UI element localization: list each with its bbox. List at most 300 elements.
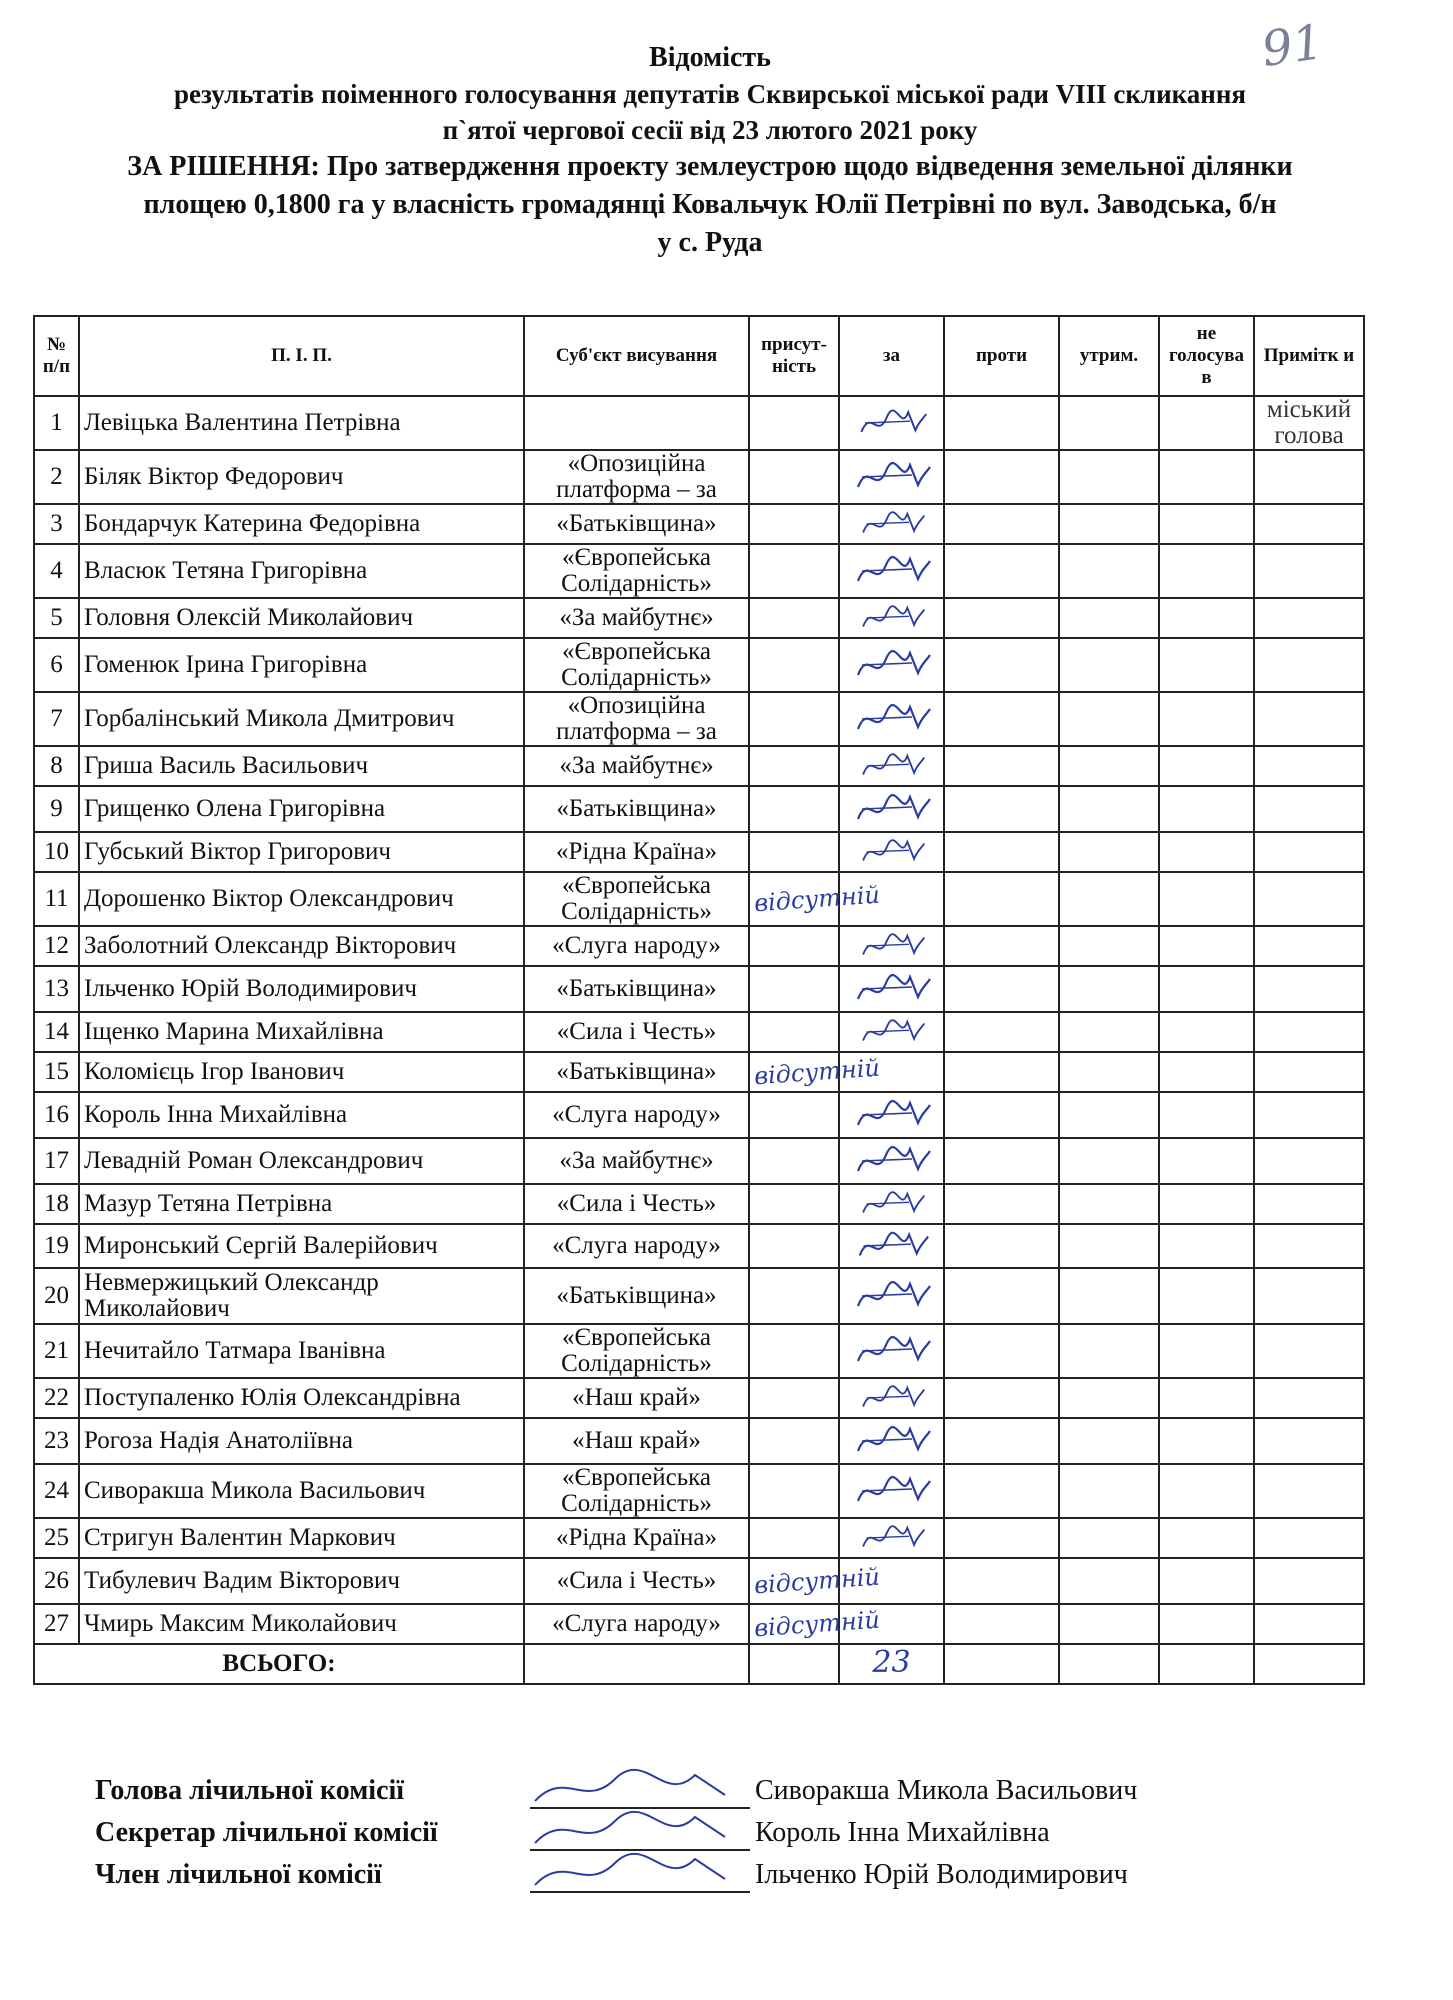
- vote-against-cell: [944, 1464, 1059, 1518]
- nominating-party: «Європейська Солідарність»: [524, 544, 749, 598]
- not-voted-cell: [1159, 598, 1254, 638]
- deputy-name: Мазур Тетяна Петрівна: [79, 1184, 524, 1224]
- vote-against-cell: [944, 396, 1059, 450]
- total-for: [839, 1644, 944, 1684]
- vote-against-cell: [944, 1418, 1059, 1464]
- deputy-name: Миронський Сергій Валерійович: [79, 1224, 524, 1268]
- deputy-name: Грищенко Олена Григорівна: [79, 786, 524, 832]
- deputy-name: Левіцька Валентина Петрівна: [79, 396, 524, 450]
- commission-role: Член лічильної комісії: [95, 1859, 382, 1890]
- deputy-name: Заболотний Олександр Вікторович: [79, 926, 524, 966]
- vote-for-cell: [839, 746, 944, 786]
- note-cell: [1254, 1464, 1364, 1518]
- row-number: 13: [34, 966, 79, 1012]
- note-cell: [1254, 1518, 1364, 1558]
- row-number: 14: [34, 1012, 79, 1052]
- presence-cell: [749, 544, 839, 598]
- nominating-party: «Слуга народу»: [524, 1092, 749, 1138]
- header-note: Примітк и: [1254, 316, 1364, 396]
- nominating-party: «Слуга народу»: [524, 1224, 749, 1268]
- note-cell: [1254, 832, 1364, 872]
- not-voted-cell: [1159, 692, 1254, 746]
- signature-mark: [852, 929, 932, 963]
- note-cell: міський голова: [1254, 396, 1364, 450]
- deputy-name: Коломієць Ігор Іванович: [79, 1052, 524, 1092]
- voting-table: [33, 315, 1365, 1685]
- presence-cell: [749, 1324, 839, 1378]
- nominating-party: «Слуга народу»: [524, 926, 749, 966]
- vote-against-cell: [944, 746, 1059, 786]
- row-number: 22: [34, 1378, 79, 1418]
- table-row: [34, 1558, 1364, 1604]
- table-row: [34, 926, 1364, 966]
- presence-cell: [749, 396, 839, 450]
- header-num: № п/п: [34, 316, 79, 396]
- signature-mark: [852, 549, 932, 593]
- commission-person: Король Інна Михайлівна: [755, 1817, 1050, 1848]
- vote-against-cell: [944, 832, 1059, 872]
- vote-for-cell: [839, 786, 944, 832]
- row-number: 12: [34, 926, 79, 966]
- row-number: 26: [34, 1558, 79, 1604]
- row-number: 18: [34, 1184, 79, 1224]
- not-voted-cell: [1159, 926, 1254, 966]
- presence-cell: [749, 872, 881, 926]
- total-abstain: [1059, 1644, 1159, 1684]
- deputy-name: Король Інна Михайлівна: [79, 1092, 524, 1138]
- vote-against-cell: [944, 1092, 1059, 1138]
- vote-for-cell: [839, 1324, 944, 1378]
- vote-against-cell: [944, 1558, 1059, 1604]
- signature-mark: [852, 1095, 932, 1135]
- document-header: [30, 40, 1390, 262]
- note-cell: [1254, 1558, 1364, 1604]
- note-cell: [1254, 1092, 1364, 1138]
- not-voted-cell: [1159, 1268, 1254, 1324]
- row-number: 11: [34, 872, 79, 926]
- not-voted-cell: [1159, 1518, 1254, 1558]
- note-cell: [1254, 638, 1364, 692]
- row-number: 2: [34, 450, 79, 504]
- absent-mark: відсутній: [753, 1053, 881, 1090]
- header-against: проти: [944, 316, 1059, 396]
- table-row: [34, 1268, 1364, 1324]
- deputy-name: Дорошенко Віктор Олександрович: [79, 872, 524, 926]
- presence-cell: [749, 1184, 839, 1224]
- header-party: Суб'єкт висування: [524, 316, 749, 396]
- note-cell: [1254, 746, 1364, 786]
- total-against: [944, 1644, 1059, 1684]
- row-number: 19: [34, 1224, 79, 1268]
- vote-against-cell: [944, 1184, 1059, 1224]
- vote-against-cell: [944, 1268, 1059, 1324]
- note-cell: [1254, 1378, 1364, 1418]
- vote-for-cell: [839, 1052, 944, 1092]
- not-voted-cell: [1159, 1052, 1254, 1092]
- deputy-name: Невмержицький Олександр Миколайович: [79, 1268, 524, 1324]
- note-cell: [1254, 872, 1364, 926]
- row-number: 3: [34, 504, 79, 544]
- presence-cell: [749, 786, 839, 832]
- deputy-name: Гриша Василь Васильович: [79, 746, 524, 786]
- header-line-2: п`ятої чергової сесії від 23 лютого 2021 року: [442, 115, 978, 145]
- row-number: 15: [34, 1052, 79, 1092]
- not-voted-cell: [1159, 746, 1254, 786]
- header-not-voted: не голосува в: [1159, 316, 1254, 396]
- signature-mark: [852, 601, 932, 635]
- presence-cell: [749, 1518, 839, 1558]
- absent-mark: відсутній: [753, 1562, 881, 1599]
- presence-cell: [749, 926, 839, 966]
- row-number: 23: [34, 1418, 79, 1464]
- signature-mark: [852, 643, 932, 687]
- deputy-name: Бондарчук Катерина Федорівна: [79, 504, 524, 544]
- vote-abstain-cell: [1059, 1378, 1159, 1418]
- nominating-party: «Опозиційна платформа – за: [524, 692, 749, 746]
- note-cell: [1254, 1324, 1364, 1378]
- not-voted-cell: [1159, 504, 1254, 544]
- not-voted-cell: [1159, 1604, 1254, 1644]
- table-row: [34, 1378, 1364, 1418]
- note-cell: [1254, 926, 1364, 966]
- table-header-row: [34, 316, 1364, 396]
- presence-cell: [749, 1268, 839, 1324]
- vote-abstain-cell: [1059, 692, 1159, 746]
- row-number: 7: [34, 692, 79, 746]
- vote-abstain-cell: [1059, 504, 1159, 544]
- table-row: [34, 746, 1364, 786]
- signature-mark: [852, 969, 932, 1009]
- deputy-name: Біляк Віктор Федорович: [79, 450, 524, 504]
- note-cell: [1254, 544, 1364, 598]
- table-row: [34, 832, 1364, 872]
- nominating-party: «Батьківщина»: [524, 786, 749, 832]
- deputy-name: Ільченко Юрій Володимирович: [79, 966, 524, 1012]
- nominating-party: [524, 396, 749, 450]
- table-row: [34, 638, 1364, 692]
- absent-mark: відсутній: [753, 1605, 881, 1642]
- deputy-name: Тибулевич Вадим Вікторович: [79, 1558, 524, 1604]
- total-label: ВСЬОГО:: [34, 1644, 524, 1684]
- note-cell: [1254, 1268, 1364, 1324]
- vote-for-cell: [839, 872, 944, 926]
- table-row: [34, 450, 1364, 504]
- vote-abstain-cell: [1059, 872, 1159, 926]
- vote-abstain-cell: [1059, 1518, 1159, 1558]
- nominating-party: «Опозиційна платформа – за: [524, 450, 749, 504]
- decision-line-2: площею 0,1800 га у власність громадянці Ковальчук Юлії Петрівні по вул. Заводська, б/н: [143, 189, 1277, 220]
- deputy-name: Нечитайло Татмара Іванівна: [79, 1324, 524, 1378]
- total-not-voted: [1159, 1644, 1254, 1684]
- not-voted-cell: [1159, 872, 1254, 926]
- nominating-party: «Наш край»: [524, 1378, 749, 1418]
- vote-for-cell: [839, 396, 944, 450]
- not-voted-cell: [1159, 832, 1254, 872]
- vote-abstain-cell: [1059, 1604, 1159, 1644]
- vote-abstain-cell: [1059, 746, 1159, 786]
- not-voted-cell: [1159, 1184, 1254, 1224]
- table-row: [34, 872, 1364, 926]
- table-row: [34, 1184, 1364, 1224]
- nominating-party: «Наш край»: [524, 1418, 749, 1464]
- table-row: [34, 1324, 1364, 1378]
- table-row: [34, 1604, 1364, 1644]
- nominating-party: «За майбутнє»: [524, 1138, 749, 1184]
- vote-for-cell: [839, 966, 944, 1012]
- vote-against-cell: [944, 1378, 1059, 1418]
- table-row: [34, 1224, 1364, 1268]
- vote-abstain-cell: [1059, 832, 1159, 872]
- header-for: за: [839, 316, 944, 396]
- signature-mark: [852, 1421, 932, 1461]
- absent-mark: відсутній: [753, 880, 881, 917]
- note-cell: [1254, 1418, 1364, 1464]
- note-cell: [1254, 598, 1364, 638]
- nominating-party: «Рідна Країна»: [524, 1518, 749, 1558]
- note-cell: [1254, 786, 1364, 832]
- vote-for-cell: [839, 450, 944, 504]
- note-cell: [1254, 1138, 1364, 1184]
- deputy-name: Сиворакша Микола Васильович: [79, 1464, 524, 1518]
- vote-abstain-cell: [1059, 1324, 1159, 1378]
- not-voted-cell: [1159, 786, 1254, 832]
- commission-person: Ільченко Юрій Володимирович: [755, 1859, 1128, 1890]
- not-voted-cell: [1159, 1224, 1254, 1268]
- commission-person: Сиворакша Микола Васильович: [755, 1775, 1138, 1806]
- vote-for-cell: [839, 1012, 944, 1052]
- vote-against-cell: [944, 1518, 1059, 1558]
- total-row: [34, 1644, 1364, 1684]
- header-line-1: результатів поіменного голосування депутатів Сквирської міської ради VIII скликання: [173, 79, 1247, 109]
- table-row: [34, 1138, 1364, 1184]
- deputy-name: Рогоза Надія Анатоліївна: [79, 1418, 524, 1464]
- presence-cell: [749, 1604, 881, 1644]
- vote-abstain-cell: [1059, 598, 1159, 638]
- vote-against-cell: [944, 638, 1059, 692]
- deputy-name: Головня Олексій Миколайович: [79, 598, 524, 638]
- vote-abstain-cell: [1059, 1052, 1159, 1092]
- row-number: 8: [34, 746, 79, 786]
- signature-line: [530, 1891, 750, 1893]
- deputy-name: Іщенко Марина Михайлівна: [79, 1012, 524, 1052]
- vote-abstain-cell: [1059, 396, 1159, 450]
- note-cell: [1254, 450, 1364, 504]
- row-number: 4: [34, 544, 79, 598]
- signature-mark: [852, 1015, 932, 1049]
- vote-abstain-cell: [1059, 786, 1159, 832]
- vote-against-cell: [944, 598, 1059, 638]
- row-number: 20: [34, 1268, 79, 1324]
- not-voted-cell: [1159, 1324, 1254, 1378]
- vote-abstain-cell: [1059, 1184, 1159, 1224]
- nominating-party: «Сила і Честь»: [524, 1184, 749, 1224]
- nominating-party: «Сила і Честь»: [524, 1558, 749, 1604]
- vote-for-cell: [839, 1184, 944, 1224]
- vote-for-cell: [839, 1268, 944, 1324]
- deputy-name: Стригун Валентин Маркович: [79, 1518, 524, 1558]
- presence-cell: [749, 746, 839, 786]
- vote-against-cell: [944, 926, 1059, 966]
- vote-for-cell: [839, 1604, 944, 1644]
- table-row: [34, 598, 1364, 638]
- vote-for-cell: [839, 598, 944, 638]
- decision-line-3: у с. Руда: [657, 227, 763, 258]
- presence-cell: [749, 832, 839, 872]
- signature-mark: [852, 699, 932, 739]
- presence-cell: [749, 1224, 839, 1268]
- page-number: 91: [1258, 14, 1327, 78]
- signature-mark: [852, 1187, 932, 1221]
- table-row: [34, 692, 1364, 746]
- note-cell: [1254, 1184, 1364, 1224]
- signature-mark: [852, 1381, 932, 1415]
- nominating-party: «Сила і Честь»: [524, 1012, 749, 1052]
- vote-abstain-cell: [1059, 926, 1159, 966]
- vote-abstain-cell: [1059, 1224, 1159, 1268]
- nominating-party: «Європейська Солідарність»: [524, 638, 749, 692]
- not-voted-cell: [1159, 544, 1254, 598]
- not-voted-cell: [1159, 1012, 1254, 1052]
- vote-for-cell: [839, 1418, 944, 1464]
- vote-abstain-cell: [1059, 450, 1159, 504]
- nominating-party: «Слуга народу»: [524, 1604, 749, 1644]
- row-number: 6: [34, 638, 79, 692]
- nominating-party: «Європейська Солідарність»: [524, 1464, 749, 1518]
- vote-against-cell: [944, 504, 1059, 544]
- vote-for-cell: [839, 1378, 944, 1418]
- signature-mark: [852, 749, 932, 783]
- vote-for-cell: [839, 926, 944, 966]
- presence-cell: [749, 1138, 839, 1184]
- signature-mark: [852, 1331, 932, 1371]
- vote-abstain-cell: [1059, 1558, 1159, 1604]
- vote-for-cell: [839, 692, 944, 746]
- not-voted-cell: [1159, 396, 1254, 450]
- signature-mark: [852, 1521, 932, 1555]
- not-voted-cell: [1159, 1464, 1254, 1518]
- signature-mark: [852, 507, 932, 541]
- vote-for-cell: [839, 1224, 944, 1268]
- deputy-name: Горбалінський Микола Дмитрович: [79, 692, 524, 746]
- presence-cell: [749, 598, 839, 638]
- vote-against-cell: [944, 966, 1059, 1012]
- vote-against-cell: [944, 786, 1059, 832]
- vote-for-cell: [839, 1092, 944, 1138]
- row-number: 1: [34, 396, 79, 450]
- nominating-party: «Європейська Солідарність»: [524, 872, 749, 926]
- row-number: 9: [34, 786, 79, 832]
- deputy-name: Поступаленко Юлія Олександрівна: [79, 1378, 524, 1418]
- vote-for-cell: [839, 1518, 944, 1558]
- nominating-party: «Батьківщина»: [524, 504, 749, 544]
- row-number: 21: [34, 1324, 79, 1378]
- table-row: [34, 1464, 1364, 1518]
- presence-cell: [749, 1012, 839, 1052]
- signature-mark: [852, 1271, 932, 1321]
- presence-cell: [749, 966, 839, 1012]
- vote-for-cell: [839, 504, 944, 544]
- not-voted-cell: [1159, 1138, 1254, 1184]
- total-note: [1254, 1644, 1364, 1684]
- commission-role: Голова лічильної комісії: [95, 1775, 405, 1806]
- vote-against-cell: [944, 450, 1059, 504]
- vote-for-cell: [839, 1138, 944, 1184]
- vote-against-cell: [944, 1604, 1059, 1644]
- vote-abstain-cell: [1059, 1418, 1159, 1464]
- vote-abstain-cell: [1059, 966, 1159, 1012]
- presence-cell: [749, 450, 839, 504]
- note-cell: [1254, 504, 1364, 544]
- presence-cell: [749, 1092, 839, 1138]
- not-voted-cell: [1159, 450, 1254, 504]
- header-present: присут-ність: [749, 316, 839, 396]
- signature-mark: [852, 1227, 932, 1265]
- vote-abstain-cell: [1059, 1464, 1159, 1518]
- row-number: 17: [34, 1138, 79, 1184]
- presence-cell: [749, 504, 839, 544]
- vote-against-cell: [944, 1324, 1059, 1378]
- note-cell: [1254, 1224, 1364, 1268]
- total-for-value: 23: [872, 1645, 911, 1680]
- total-present: [749, 1644, 839, 1684]
- table-row: [34, 504, 1364, 544]
- table-row: [34, 1418, 1364, 1464]
- table-row: [34, 966, 1364, 1012]
- not-voted-cell: [1159, 638, 1254, 692]
- vote-against-cell: [944, 1224, 1059, 1268]
- row-number: 24: [34, 1464, 79, 1518]
- row-number: 16: [34, 1092, 79, 1138]
- nominating-party: «Батьківщина»: [524, 1052, 749, 1092]
- presence-cell: [749, 1052, 881, 1092]
- total-party: [524, 1644, 749, 1684]
- vote-for-cell: [839, 832, 944, 872]
- vote-abstain-cell: [1059, 638, 1159, 692]
- not-voted-cell: [1159, 1092, 1254, 1138]
- presence-cell: [749, 1558, 881, 1604]
- signature-mark: [852, 835, 932, 869]
- deputy-name: Губський Віктор Григорович: [79, 832, 524, 872]
- row-number: 25: [34, 1518, 79, 1558]
- nominating-party: «За майбутнє»: [524, 746, 749, 786]
- vote-for-cell: [839, 638, 944, 692]
- presence-cell: [749, 1464, 839, 1518]
- vote-abstain-cell: [1059, 1138, 1159, 1184]
- vote-against-cell: [944, 544, 1059, 598]
- not-voted-cell: [1159, 1418, 1254, 1464]
- vote-against-cell: [944, 1052, 1059, 1092]
- signature-mark: [852, 1141, 932, 1181]
- vote-for-cell: [839, 544, 944, 598]
- table-row: [34, 786, 1364, 832]
- vote-abstain-cell: [1059, 1012, 1159, 1052]
- presence-cell: [749, 638, 839, 692]
- presence-cell: [749, 1378, 839, 1418]
- commission-role: Секретар лічильної комісії: [95, 1817, 438, 1848]
- not-voted-cell: [1159, 1558, 1254, 1604]
- document-title: Відомість: [649, 42, 771, 73]
- presence-cell: [749, 1418, 839, 1464]
- signature-mark: [852, 1471, 932, 1511]
- row-number: 27: [34, 1604, 79, 1644]
- deputy-name: Власюк Тетяна Григорівна: [79, 544, 524, 598]
- nominating-party: «Батьківщина»: [524, 1268, 749, 1324]
- note-cell: [1254, 1052, 1364, 1092]
- nominating-party: «Рідна Країна»: [524, 832, 749, 872]
- presence-cell: [749, 692, 839, 746]
- note-cell: [1254, 1012, 1364, 1052]
- vote-for-cell: [839, 1558, 944, 1604]
